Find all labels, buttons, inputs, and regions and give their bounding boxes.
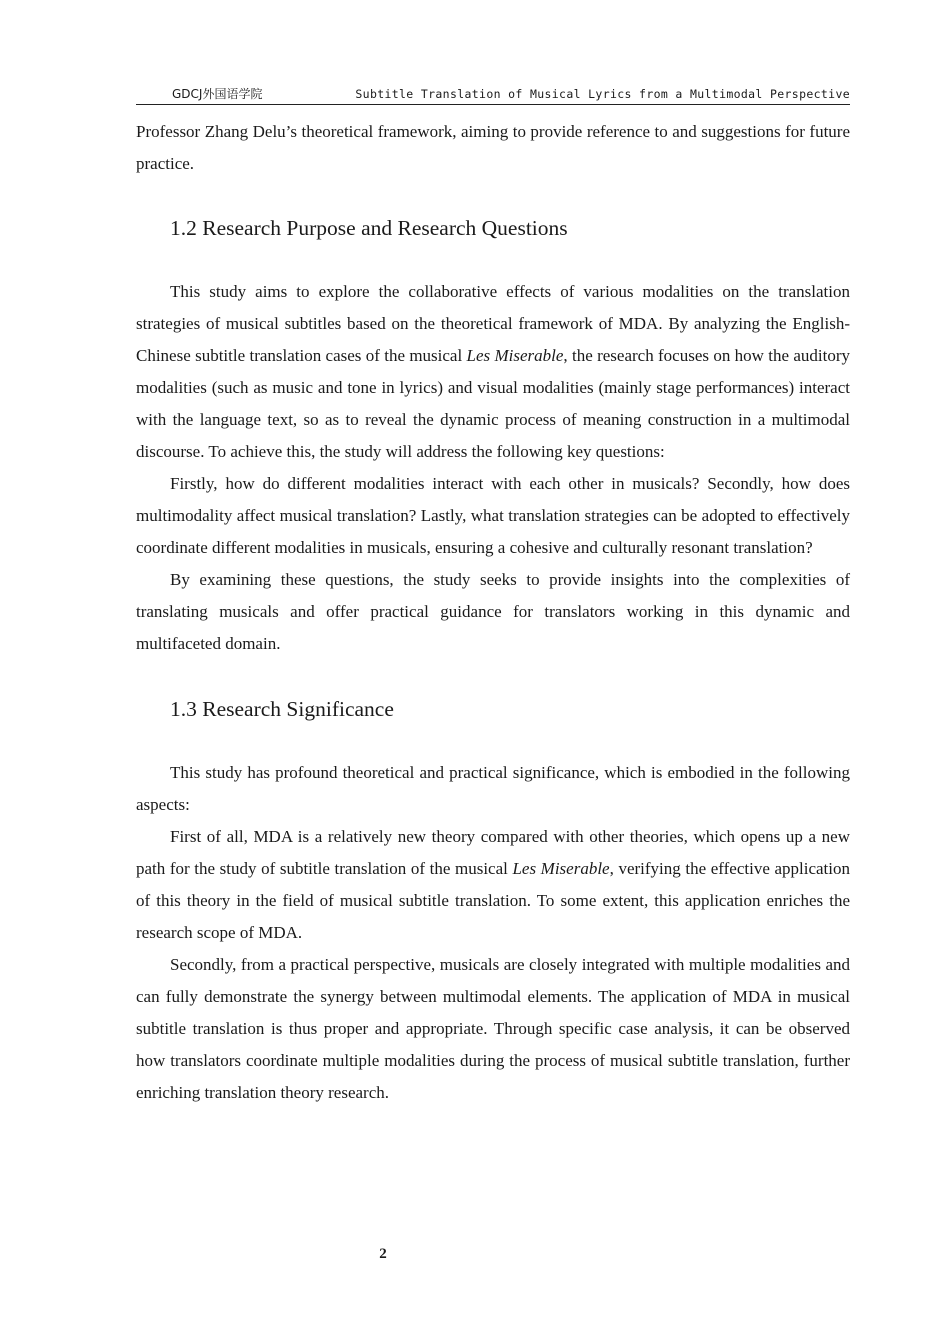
- section-heading-1-2: 1.2 Research Purpose and Research Questions: [170, 216, 568, 240]
- musical-title-italic: Les Miserable: [466, 346, 564, 365]
- paragraph-1-2-questions: Firstly, how do different modalities interact with each other in musicals? Secondly, how does multimodality affect musical translation? Lastly, what translation strategies can be adopted to effectively coordinate different modalities in musicals, ensuring a cohesive and culturally resonant translation?: [136, 474, 850, 557]
- musical-title-italic: Les Miserable: [512, 859, 610, 878]
- page-number: 2: [379, 1246, 387, 1262]
- header-thesis-title: Subtitle Translation of Musical Lyrics from a Multimodal Perspective: [355, 87, 850, 101]
- text-run: , the research focuses on how the auditory modalities (such as music and tone in lyrics) and visual modalities (mainly stage performances) interact with the language text, so as to reveal the dynamic process of meaning construction in a multimodal discourse. To achieve this, the study will address the following key questions:: [136, 346, 850, 461]
- paragraph-1-3-theoretical: [136, 821, 850, 949]
- paragraph-1-2-purpose: [136, 276, 850, 468]
- running-header: [136, 86, 850, 105]
- paragraph-1-3-intro: This study has profound theoretical and practical significance, which is embodied in the following aspects:: [136, 763, 850, 814]
- body-text: [136, 116, 850, 1109]
- continuation-paragraph: Professor Zhang Delu’s theoretical framework, aiming to provide reference to and suggestions for future practice.: [136, 122, 850, 173]
- text-run: First of all, MDA is a relatively new theory compared with other theories, which opens up a new path for the study of subtitle translation of the musical: [136, 827, 850, 878]
- text-run: , verifying the effective application of this theory in the field of musical subtitle translation. To some extent, this application enriches the research scope of MDA.: [136, 859, 851, 942]
- text-run: This study aims to explore the collaborative effects of various modalities on the translation strategies of musical subtitles based on the theoretical framework of MDA. By analyzing the English-Chinese subtitle translation cases of the musical: [136, 282, 850, 365]
- paragraph-1-2-insights: By examining these questions, the study seeks to provide insights into the complexities of translating musicals and offer practical guidance for translators working in this dynamic and multifaceted domain.: [136, 570, 850, 653]
- paragraph-1-3-practical: Secondly, from a practical perspective, musicals are closely integrated with multiple modalities and can fully demonstrate the synergy between multimodal elements. The application of MDA in musical subtitle translation is thus proper and appropriate. Through specific case analysis, it can be observed how translators coordinate multiple modalities during the process of musical subtitle translation, further enriching translation theory research.: [136, 955, 850, 1102]
- section-heading-1-3: 1.3 Research Significance: [170, 697, 394, 721]
- header-institution: GDCJ外国语学院: [172, 87, 263, 101]
